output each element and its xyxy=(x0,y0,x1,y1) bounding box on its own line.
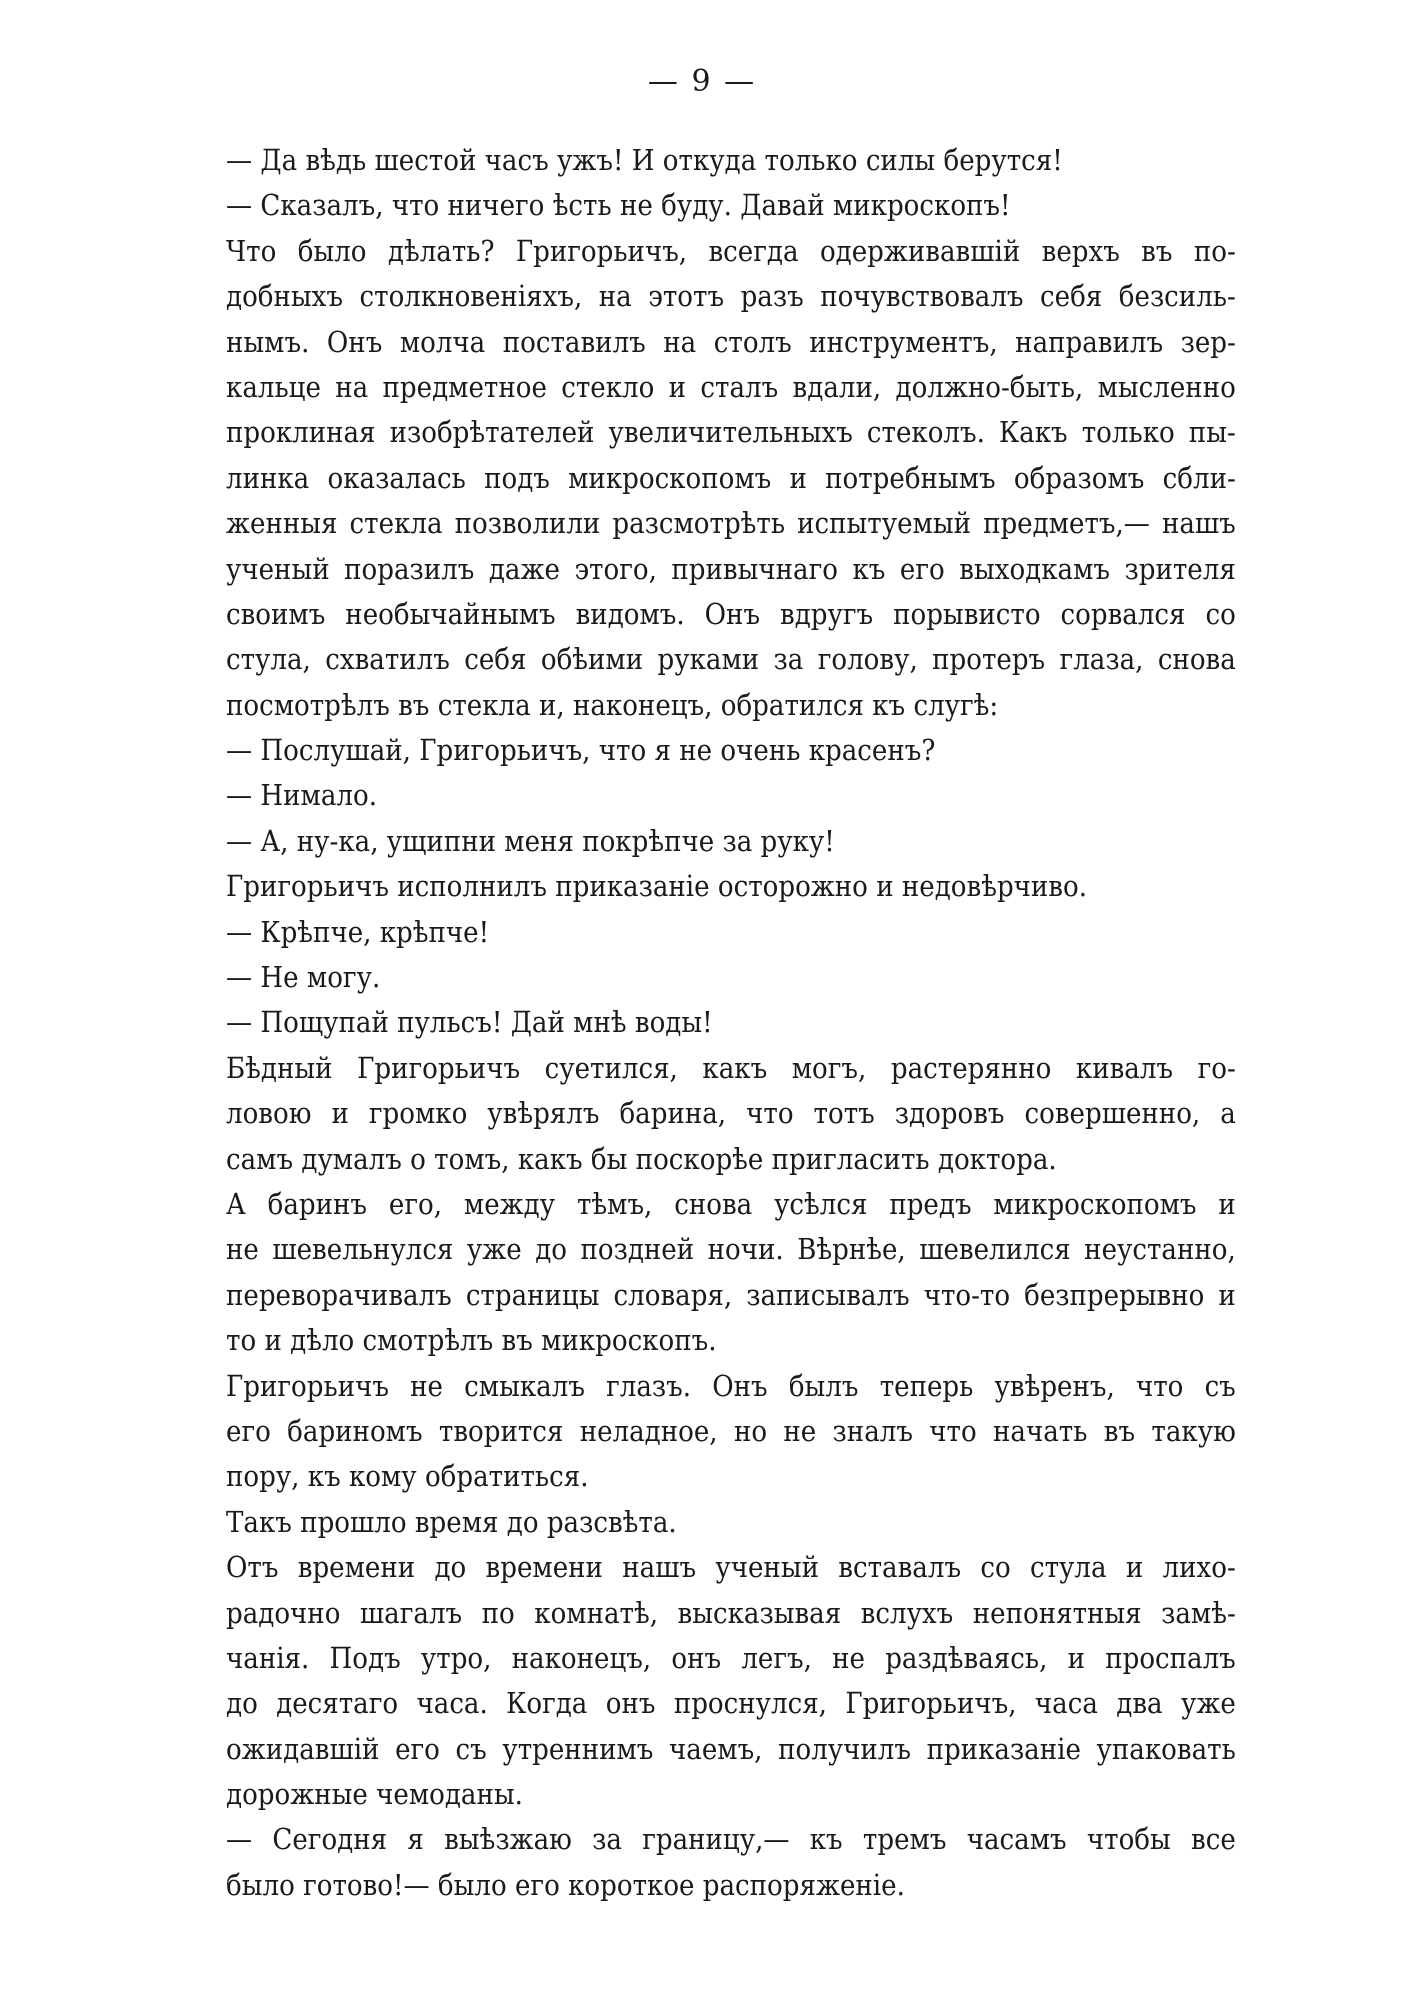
text-line: женныя стекла позволили разсмотрѣть испытуемый предметъ,— нашъ xyxy=(226,506,1236,541)
text-line: посмотрѣлъ въ стекла и, наконецъ, обратился къ слугѣ: xyxy=(226,687,999,722)
text-line: дорожные чемоданы. xyxy=(226,1777,523,1812)
text-line: — Сегодня я выѣзжаю за границу,— къ тремъ часамъ чтобы все xyxy=(226,1822,1236,1857)
text-line: линка оказалась подъ микроскопомъ и потребнымъ образомъ сбли- xyxy=(226,460,1236,495)
text-line: нымъ. Онъ молча поставилъ на столъ инструментъ, направилъ зер- xyxy=(226,324,1236,359)
text-line: Бѣдный Григорьичъ суетился, какъ могъ, растерянно кивалъ го- xyxy=(226,1050,1236,1085)
text-line: — Пощупай пульсъ! Дай мнѣ воды! xyxy=(226,1005,713,1040)
page-number: — 9 — xyxy=(647,64,757,99)
text-line: — Сказалъ, что ничего ѣсть не буду. Давай микроскопъ! xyxy=(226,188,1011,223)
text-line: было готово!— было его короткое распоряженіе. xyxy=(226,1867,905,1902)
text-line: не шевельнулся уже до поздней ночи. Вѣрнѣе, шевелился неустанно, xyxy=(226,1232,1236,1267)
text-line: Григорьичъ исполнилъ приказаніе осторожно и недовѣрчиво. xyxy=(226,869,1088,904)
text-line: — Да вѣдь шестой часъ ужъ! И откуда только силы берутся! xyxy=(226,143,1063,177)
text-line: пору, къ кому обратиться. xyxy=(226,1459,589,1494)
text-line: чанія. Подъ утро, наконецъ, онъ легъ, не раздѣваясь, и проспалъ xyxy=(226,1640,1236,1675)
text-line: Такъ прошло время до разсвѣта. xyxy=(226,1504,677,1539)
text-line: А баринъ его, между тѣмъ, снова усѣлся предъ микроскопомъ и xyxy=(226,1186,1236,1221)
text-line: — А, ну-ка, ущипни меня покрѣпче за руку! xyxy=(226,823,835,858)
text-line: Григорьичъ не смыкалъ глазъ. Онъ былъ теперь увѣренъ, что съ xyxy=(226,1368,1236,1403)
text-line: — Нимало. xyxy=(226,778,378,813)
text-line: ожидавшій его съ утреннимъ чаемъ, получилъ приказаніе упаковать xyxy=(226,1731,1236,1766)
text-line: Что было дѣлать? Григорьичъ, всегда одерживавшій верхъ въ по- xyxy=(226,233,1236,268)
text-line: ловою и громко увѣрялъ барина, что тотъ здоровъ совершенно, а xyxy=(226,1096,1236,1131)
text-line: радочно шагалъ по комнатѣ, высказывая вслухъ непонятныя замѣ- xyxy=(226,1595,1236,1630)
text-line: ученый поразилъ даже этого, привычнаго къ его выходкамъ зрителя xyxy=(226,551,1236,586)
text-line: до десятаго часа. Когда онъ проснулся, Григорьичъ, часа два уже xyxy=(226,1686,1236,1721)
text-line: — Не могу. xyxy=(226,960,381,995)
text-line: — Послушай, Григорьичъ, что я не очень красенъ? xyxy=(226,733,936,768)
text-line: проклиная изобрѣтателей увеличительныхъ стеколъ. Какъ только пы- xyxy=(226,415,1236,450)
text-line: самъ думалъ о томъ, какъ бы поскорѣе пригласить доктора. xyxy=(226,1141,1057,1176)
text-line: стула, схватилъ себя обѣими руками за голову, протеръ глаза, снова xyxy=(226,642,1236,677)
text-line: Отъ времени до времени нашъ ученый вставалъ со стула и лихо- xyxy=(226,1550,1236,1585)
text-line: — Крѣпче, крѣпче! xyxy=(226,914,490,949)
text-line: его бариномъ творится неладное, но не зналъ что начать въ такую xyxy=(226,1413,1236,1448)
text-line: кальце на предметное стекло и сталъ вдали, должно-быть, мысленно xyxy=(226,369,1236,404)
text-line: то и дѣло смотрѣлъ въ микроскопъ. xyxy=(226,1323,717,1358)
text-line: своимъ необычайнымъ видомъ. Онъ вдругъ порывисто сорвался со xyxy=(226,596,1236,631)
body-text xyxy=(226,138,1236,1908)
text-line: переворачивалъ страницы словаря, записывалъ что-то безпрерывно и xyxy=(226,1277,1236,1312)
text-line: добныхъ столкновеніяхъ, на этотъ разъ почувствовалъ себя безсиль- xyxy=(226,279,1236,314)
